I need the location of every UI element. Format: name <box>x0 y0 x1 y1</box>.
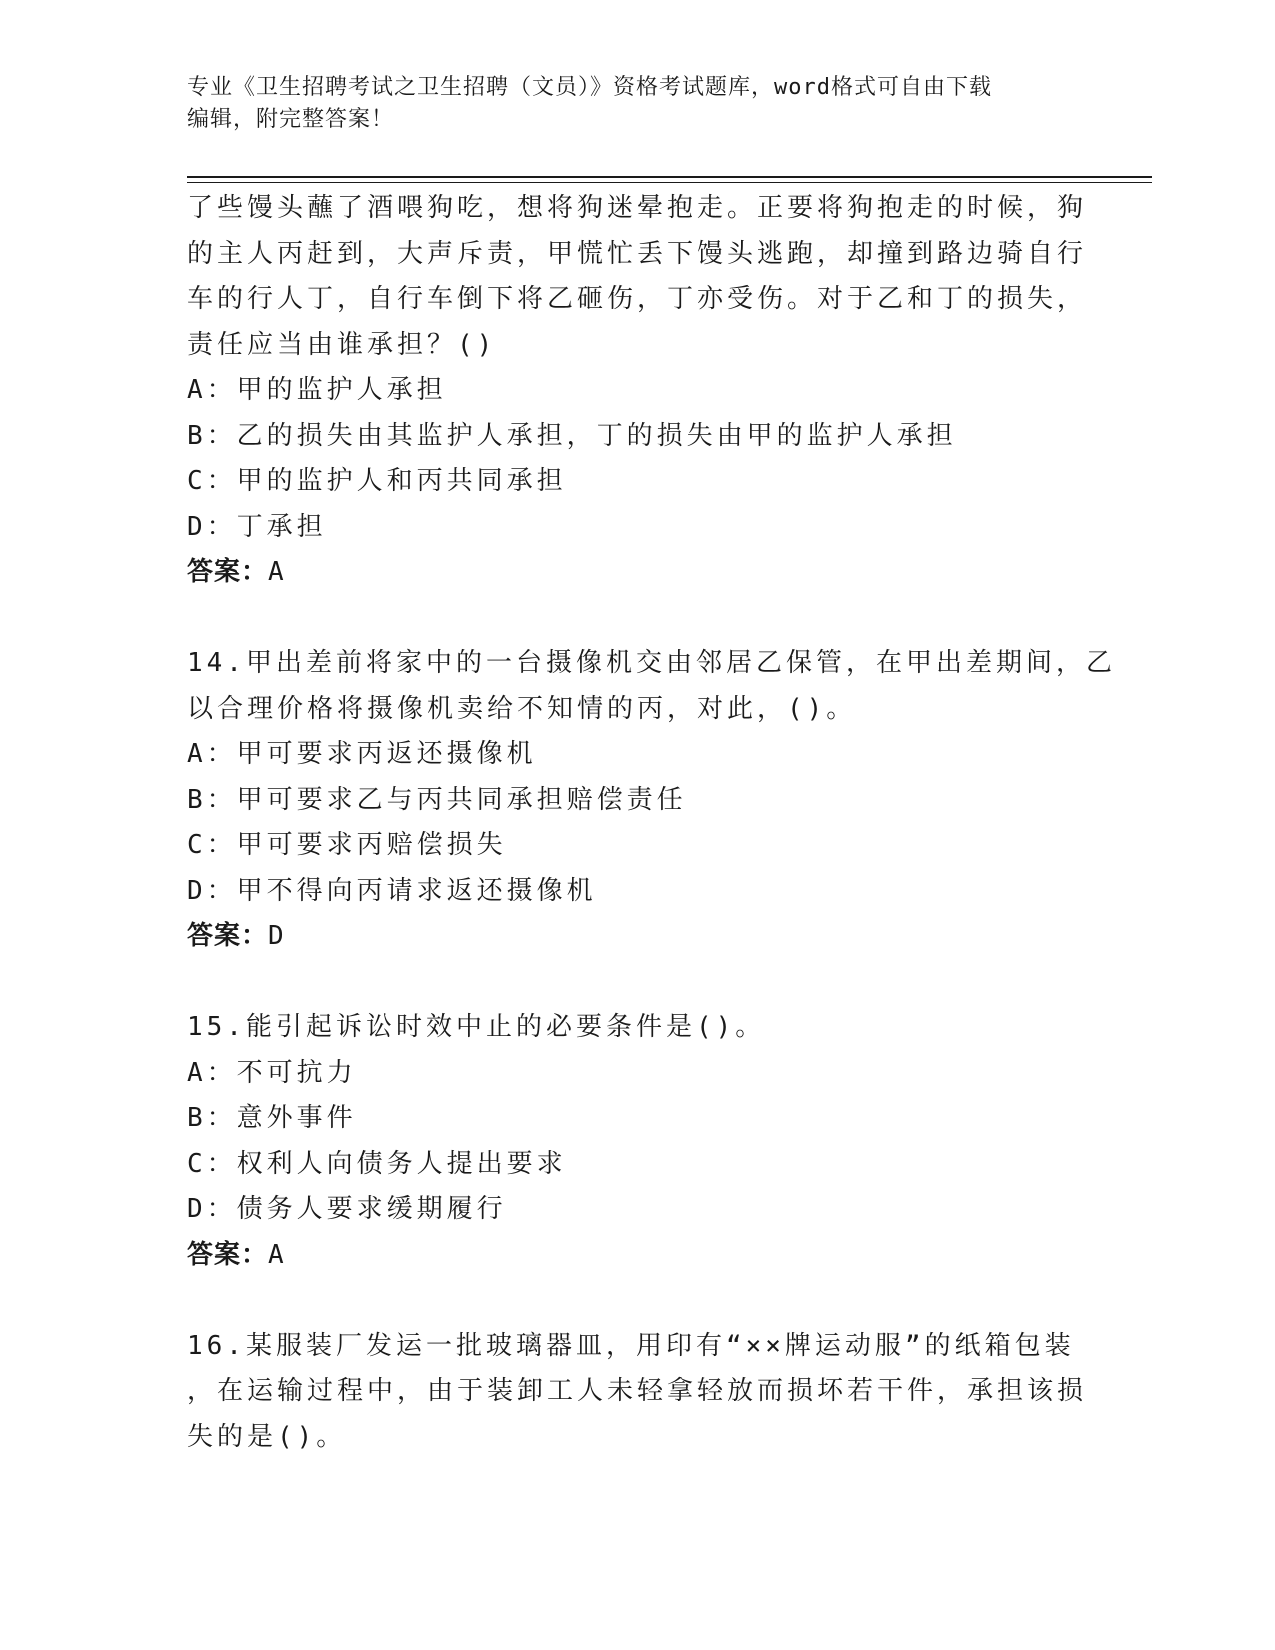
option-b: B：乙的损失由其监护人承担，丁的损失由甲的监护人承担 <box>187 420 957 451</box>
question-text-line: 的主人丙赶到，大声斥责，甲慌忙丢下馒头逃跑，却撞到路边骑自行 <box>187 238 1088 269</box>
question-text-line: ，在运输过程中，由于装卸工人未轻拿轻放而损坏若干件，承担该损 <box>187 1376 1088 1406</box>
option-c: C：权利人向债务人提出要求 <box>187 1148 567 1179</box>
option-a: A：甲可要求丙返还摄像机 <box>187 739 537 769</box>
option-c: C：甲可要求丙赔偿损失 <box>187 830 507 860</box>
header-divider-thick <box>187 176 1152 178</box>
answer-line <box>187 914 1087 960</box>
question-spacer <box>187 596 1087 642</box>
question-text-line: 15.能引起诉讼时效中止的必要条件是()。 <box>187 1012 766 1042</box>
question-text-line: 了些馒头蘸了酒喂狗吃，想将狗迷晕抱走。正要将狗抱走的时候，狗 <box>187 193 1088 223</box>
answer-value: A <box>268 557 285 587</box>
question-spacer <box>187 960 1087 1006</box>
header-line-2: 编辑，附完整答案！ <box>187 107 395 132</box>
question-content <box>187 186 1116 1460</box>
option-d: D：甲不得向丙请求返还摄像机 <box>187 875 597 906</box>
question-13 <box>187 186 1087 596</box>
answer-label: 答案： <box>187 557 269 587</box>
header-line-1: 专业《卫生招聘考试之卫生招聘（文员）》资格考试题库，word格式可自由下载 <box>187 75 992 100</box>
header-divider-thin <box>187 182 1152 183</box>
question-text-line: 16.某服装厂发运一批玻璃器皿，用印有“××牌运动服”的纸箱包装 <box>187 1330 1075 1361</box>
question-16 <box>187 1324 1087 1461</box>
option-a: A：甲的监护人承担 <box>187 375 447 405</box>
answer-label: 答案： <box>187 921 269 951</box>
question-text-line: 车的行人丁，自行车倒下将乙砸伤，丁亦受伤。对于乙和丁的损失， <box>187 284 1088 314</box>
option-d: D：丁承担 <box>187 511 327 542</box>
answer-value: A <box>268 1239 285 1270</box>
option-b: B：意外事件 <box>187 1103 357 1133</box>
option-c: C：甲的监护人和丙共同承担 <box>187 466 567 496</box>
answer-label: 答案： <box>187 1239 269 1270</box>
document-header <box>187 72 1067 136</box>
question-text-line: 责任应当由谁承担？() <box>187 329 497 360</box>
answer-line <box>187 550 1087 596</box>
question-text-line: 14.甲出差前将家中的一台摄像机交由邻居乙保管，在甲出差期间，乙 <box>187 648 1116 678</box>
question-text-line: 以合理价格将摄像机卖给不知情的丙，对此，()。 <box>187 693 857 724</box>
answer-line <box>187 1233 1087 1279</box>
question-text-line: 失的是()。 <box>187 1421 347 1452</box>
option-d: D：债务人要求缓期履行 <box>187 1194 507 1224</box>
option-b: B：甲可要求乙与丙共同承担赔偿责任 <box>187 784 687 815</box>
question-spacer <box>187 1278 1087 1324</box>
answer-value: D <box>268 921 285 951</box>
question-14 <box>187 641 1116 960</box>
option-a: A：不可抗力 <box>187 1057 357 1088</box>
question-15 <box>187 1005 1087 1278</box>
